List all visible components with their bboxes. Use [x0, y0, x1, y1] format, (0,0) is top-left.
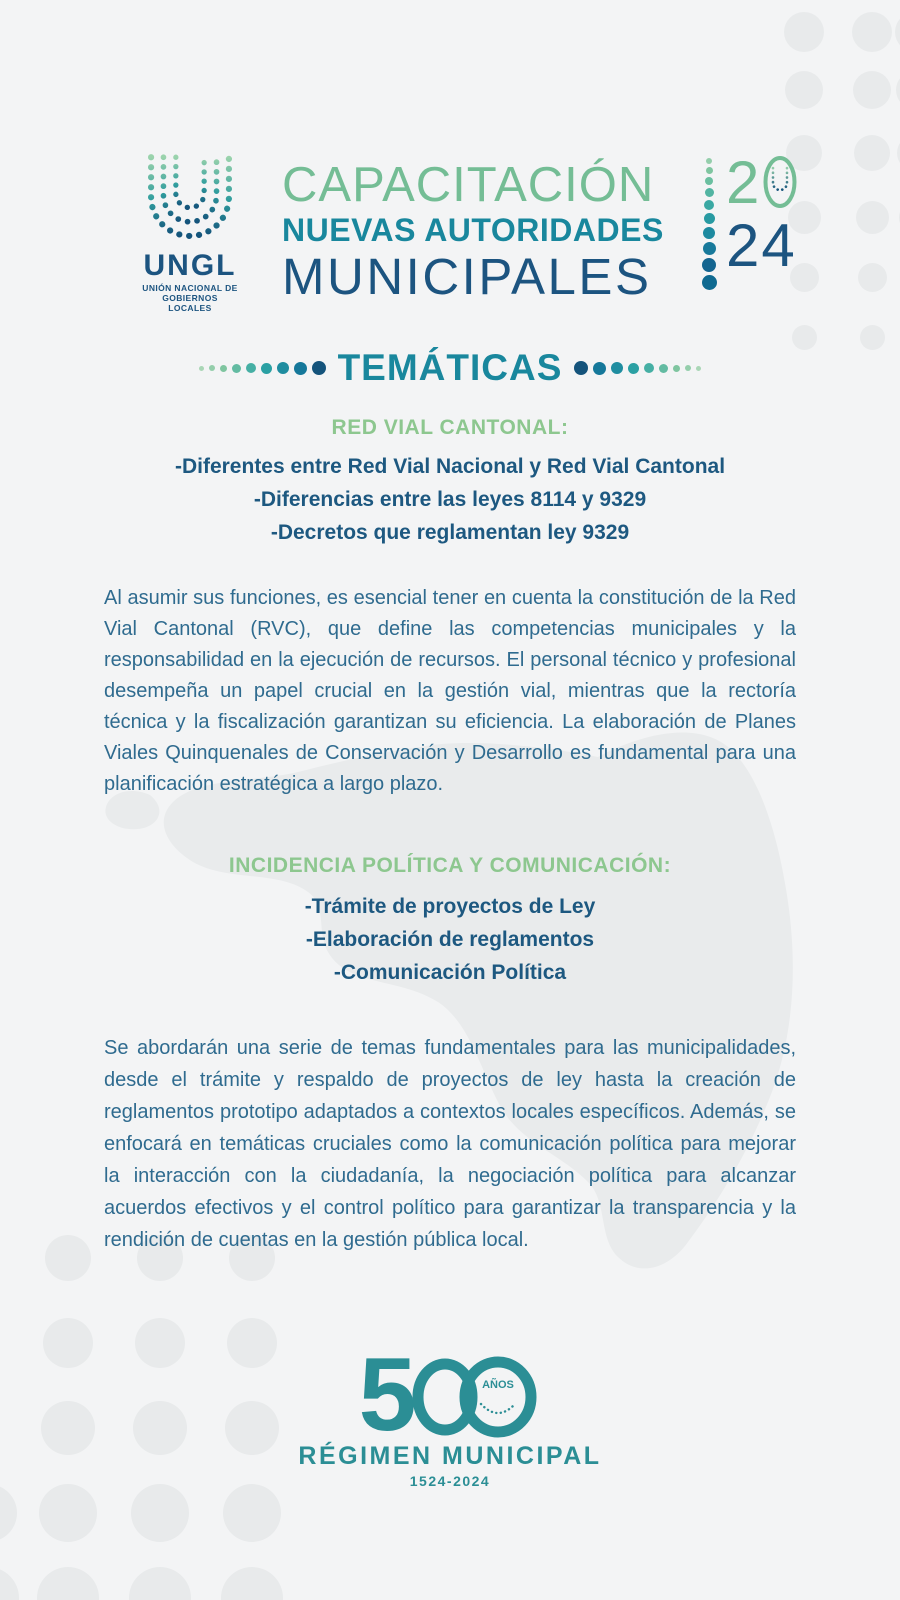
- bullet-item: -Trámite de proyectos de Ley: [304, 895, 596, 918]
- dotted-zero-icon: [762, 155, 798, 209]
- tematicas-dots-left: [199, 361, 326, 375]
- footer-dates: 1524-2024: [409, 1473, 491, 1489]
- footer-logo: [0, 1337, 900, 1489]
- year-block: [726, 150, 798, 278]
- title-block: [282, 160, 664, 303]
- section-paragraph: Se abordarán una serie de temas fundamentales para las municipalidades, desde el trámite y respaldo de proyectos de ley hasta la creación de reglamentos prototipo adaptados a contextos locales específicos. Además, se enfocará en temáticas cruciales como la comunicación política para mejorar la interacción con la ciudadanía, la negociación política para alcanzar acuerdos efectivos y el control político para garantizar la transparencia y la rendición de cuentas en la gestión pública local.: [104, 1037, 796, 1251]
- infinity-00-icon: [409, 1354, 541, 1440]
- bullet-item: -Diferentes entre Red Vial Nacional y Red Vial Cantonal: [174, 455, 726, 478]
- ungl-subtitle-line2: GOBIERNOS LOCALES: [162, 293, 218, 313]
- tematicas-dots-right: [574, 361, 701, 375]
- tematicas-heading: TEMÁTICAS: [337, 347, 563, 388]
- year-dot-separator: [700, 158, 718, 290]
- bullet-item: -Decretos que reglamentan ley 9329: [270, 521, 630, 544]
- tematicas-heading-row: [0, 346, 900, 390]
- ungl-subtitle-line1: UNIÓN NACIONAL DE: [142, 283, 238, 293]
- ungl-acronym: UNGL: [143, 249, 237, 282]
- title-municipales: MUNICIPALES: [282, 248, 652, 305]
- year-bottom: 24: [726, 212, 797, 279]
- section-bullets: [0, 890, 900, 989]
- section-heading: RED VIAL CANTONAL:: [331, 416, 569, 439]
- footer-number-5: 5: [358, 1337, 414, 1453]
- section-bullets: [0, 450, 900, 549]
- year-digit-2: 2: [726, 148, 760, 216]
- footer-anos-label: AÑOS: [482, 1379, 515, 1391]
- bullet-item: -Comunicación Política: [333, 961, 567, 984]
- section-heading: INCIDENCIA POLÍTICA Y COMUNICACIÓN:: [228, 854, 672, 877]
- 500-anos-logo: [0, 1337, 900, 1453]
- ungl-logo: [140, 150, 240, 313]
- title-nuevas-autoridades: NUEVAS AUTORIDADES: [282, 212, 664, 248]
- year-top: [726, 150, 798, 214]
- bullet-item: -Diferencias entre las leyes 8114 y 9329: [253, 488, 647, 511]
- footer-regimen-municipal: RÉGIMEN MUNICIPAL: [298, 1442, 602, 1470]
- section-paragraph: Al asumir sus funciones, es esencial tener en cuenta la constitución de la Red Vial Cantonal (RVC), que define las competencias municipales y la responsabilidad en la ejecución de recursos. El personal técnico y profesional desempeña un papel crucial en la gestión vial, mientras que la rectoría técnica y la fiscalización garantizan su eficiencia. La elaboración de Planes Viales Quinquenales de Conservación y Desarrollo es fundamental para una planificación estratégica a largo plazo.: [104, 587, 796, 795]
- bullet-item: -Elaboración de reglamentos: [305, 928, 595, 951]
- title-capacitacion: CAPACITACIÓN: [282, 158, 655, 212]
- ungl-dotted-u-icon: [144, 150, 236, 244]
